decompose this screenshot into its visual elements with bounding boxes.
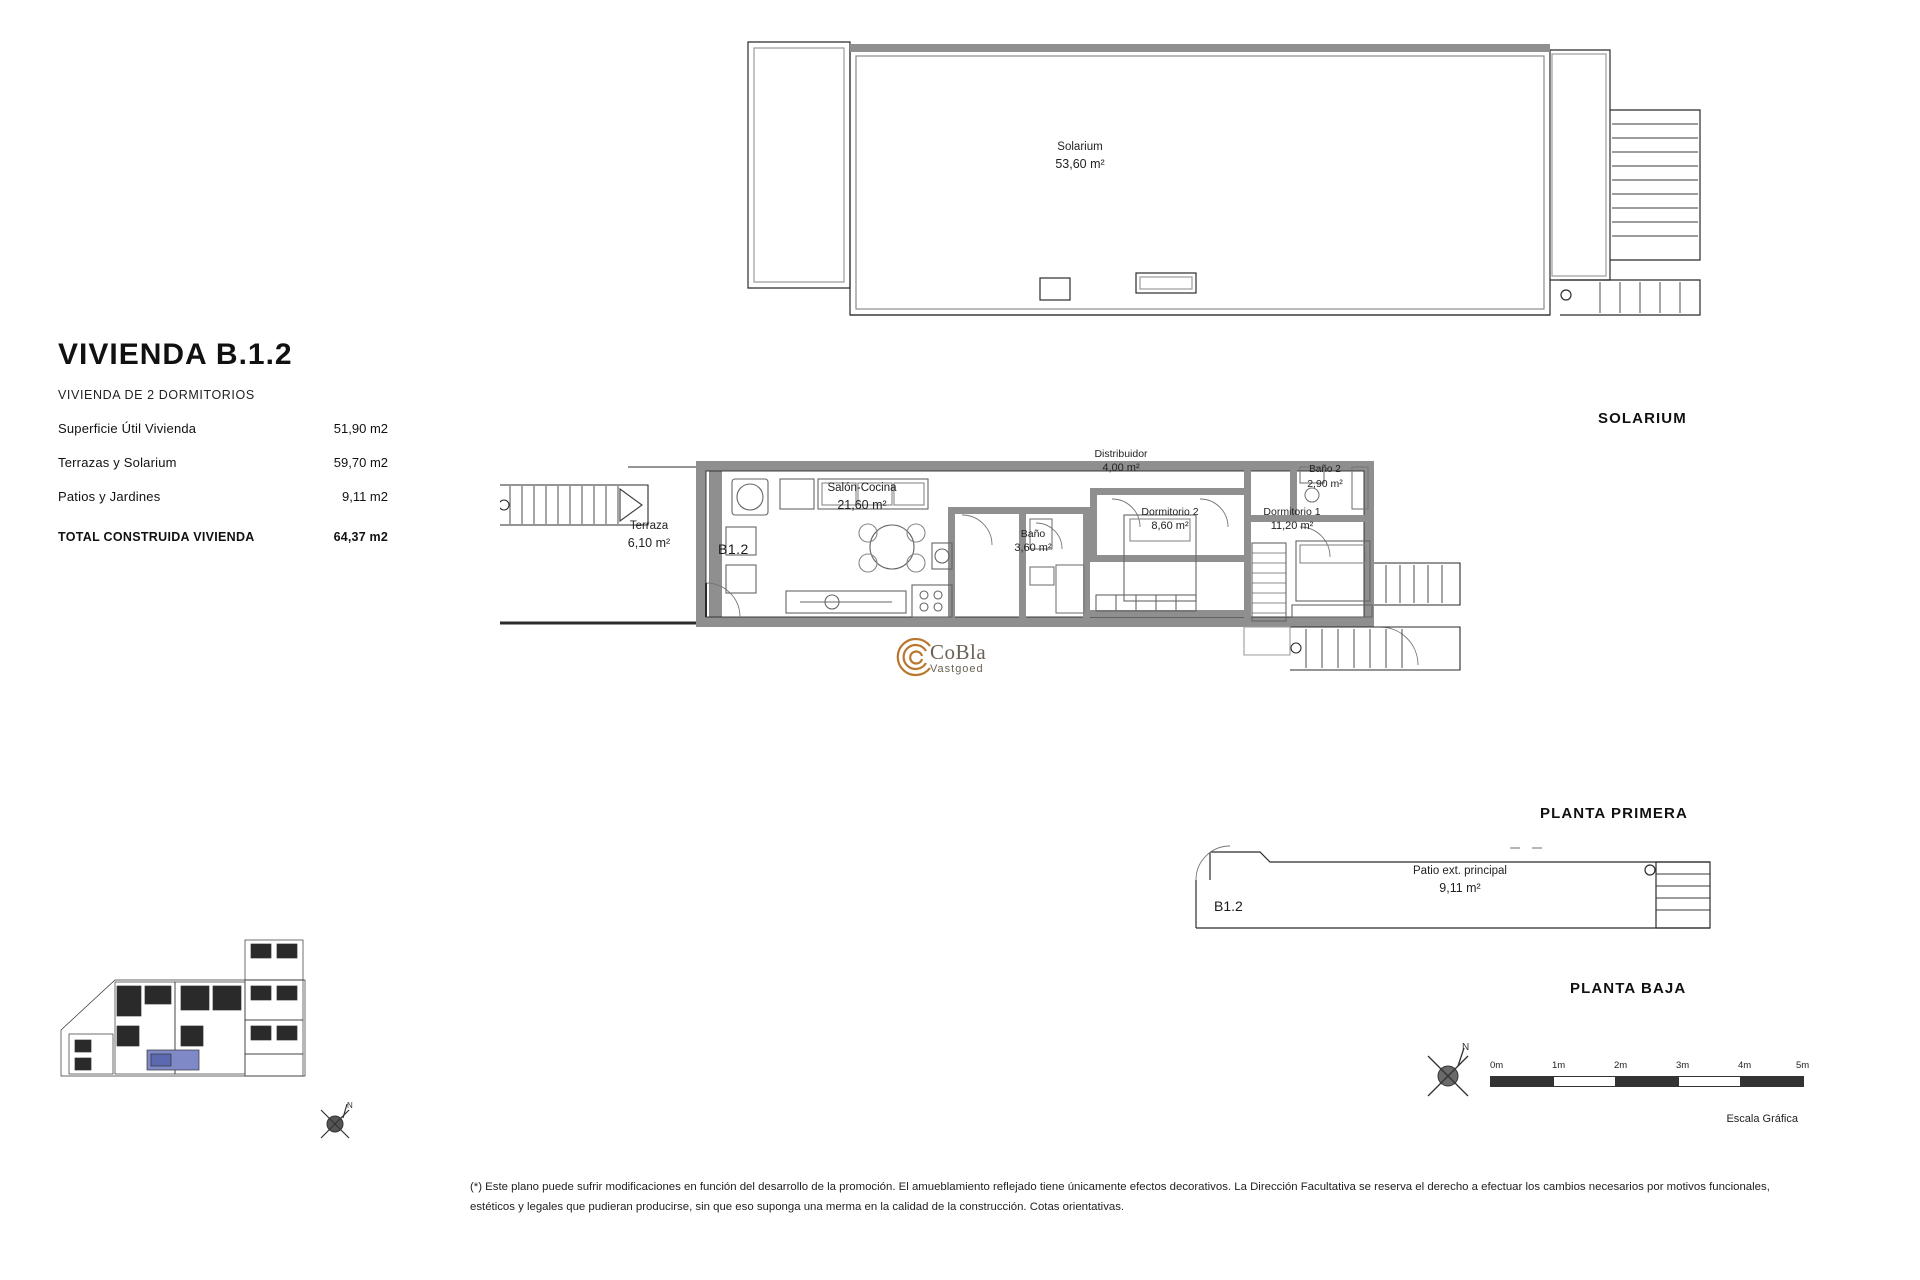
room-area: 53,60 m² (1055, 156, 1105, 171)
room-label-salon-cocina (782, 481, 942, 513)
section-title-planta-baja: PLANTA BAJA (1570, 980, 1687, 997)
room-name: Dormitorio 2 (1141, 506, 1199, 518)
scale-bar-graphic (1490, 1076, 1804, 1087)
plan-subtitle: VIVIENDA DE 2 DORMITORIOS (58, 388, 255, 402)
planta-baja-drawing (1190, 840, 1750, 970)
planta-primera-plan (500, 448, 1780, 715)
scale-caption: Escala Gráfica (1726, 1113, 1798, 1125)
room-name: Distribuidor (1094, 448, 1148, 460)
footnote: (*) Este plano puede sufrir modificaciones en función del desarrollo de la promoción. El amueblamiento reflejado tiene únicamente efectos decorativos. La Dirección Facultativa se reserva el derecho a efectuar los cambios necesarios por motivos funcionales, estéticos y legales que pudieran producirse, sin que eso suponga una merma en la calidad de la construcción. Cotas orientativas. (470, 1181, 1770, 1213)
scale-tick: 4m (1738, 1060, 1752, 1071)
section-title-solarium: SOLARIUM (1598, 410, 1687, 427)
spec-value: 51,90 m2 (333, 421, 388, 436)
spec-row (58, 421, 478, 436)
title-block (58, 338, 478, 544)
scale-tick: 2m (1614, 1060, 1628, 1071)
key-plan-drawing (55, 930, 315, 1090)
room-name: Baño (1020, 528, 1046, 540)
cobla-mark-icon (896, 638, 940, 678)
logo-name: CoBla (930, 640, 987, 664)
scale-tick: 0m (1490, 1060, 1504, 1071)
scale-tick: 5m (1796, 1060, 1810, 1071)
unit-tag-primera: B1.2 (718, 541, 749, 557)
spec-row (58, 489, 478, 504)
scale-tick: 3m (1676, 1060, 1690, 1071)
room-area: 6,10 m² (627, 535, 671, 550)
north-label: N (1462, 1042, 1470, 1053)
room-area: 11,20 m² (1270, 520, 1314, 533)
spec-value: 59,70 m2 (333, 455, 388, 470)
north-arrow-icon (315, 1100, 359, 1144)
room-name: Baño 2 (1309, 464, 1341, 475)
key-plan (55, 930, 353, 1110)
room-name: Salón-Cocina (827, 482, 897, 494)
room-label-bano2 (1270, 463, 1380, 491)
planta-primera-drawing (500, 455, 1780, 715)
spec-total-value: 64,37 m2 (333, 530, 388, 544)
room-label-distribuidor (1046, 447, 1196, 476)
spec-label: Patios y Jardines (58, 489, 161, 504)
spec-row (58, 455, 478, 470)
spec-row-total (58, 530, 478, 544)
room-area: 8,60 m² (1151, 520, 1189, 533)
page-title: VIVIENDA B.1.2 (58, 338, 293, 371)
solarium-drawing (740, 30, 1800, 370)
logo (930, 640, 986, 675)
planta-baja-plan (1190, 840, 1750, 970)
spec-value: 9,11 m2 (341, 489, 388, 504)
room-area: 9,11 m² (1439, 880, 1481, 895)
scale-tick-labels (1490, 1060, 1810, 1074)
room-area: 4,00 m² (1102, 462, 1140, 475)
solarium-plan (740, 30, 1800, 370)
room-label-terraza (604, 519, 694, 551)
scale-bar (1490, 1060, 1810, 1125)
spec-label: Terrazas y Solarium (58, 455, 177, 470)
room-label-patio (1350, 864, 1570, 896)
room-name: Terraza (629, 520, 669, 532)
svg-text:N: N (347, 1101, 353, 1110)
room-name: Dormitorio 1 (1263, 506, 1321, 518)
room-name: Patio ext. principal (1413, 865, 1507, 877)
room-area: 3,60 m² (1014, 542, 1052, 555)
unit-tag-baja: B1.2 (1214, 898, 1243, 914)
room-label-bano (978, 527, 1088, 556)
room-area: 21,60 m² (837, 497, 887, 512)
room-label-solarium (980, 140, 1180, 172)
logo-tagline: Vastgoed (930, 663, 984, 675)
spec-label: Superficie Útil Vivienda (58, 421, 197, 436)
room-label-dormitorio1 (1222, 505, 1362, 534)
scale-tick: 1m (1552, 1060, 1566, 1071)
room-label-dormitorio2 (1100, 505, 1240, 534)
section-title-planta-primera: PLANTA PRIMERA (1540, 805, 1688, 822)
room-area: 2,90 m² (1307, 477, 1343, 490)
north-arrow-icon-main (1420, 1040, 1480, 1104)
spec-total-label: TOTAL CONSTRUIDA VIVIENDA (58, 530, 255, 544)
room-name: Solarium (1057, 141, 1103, 153)
